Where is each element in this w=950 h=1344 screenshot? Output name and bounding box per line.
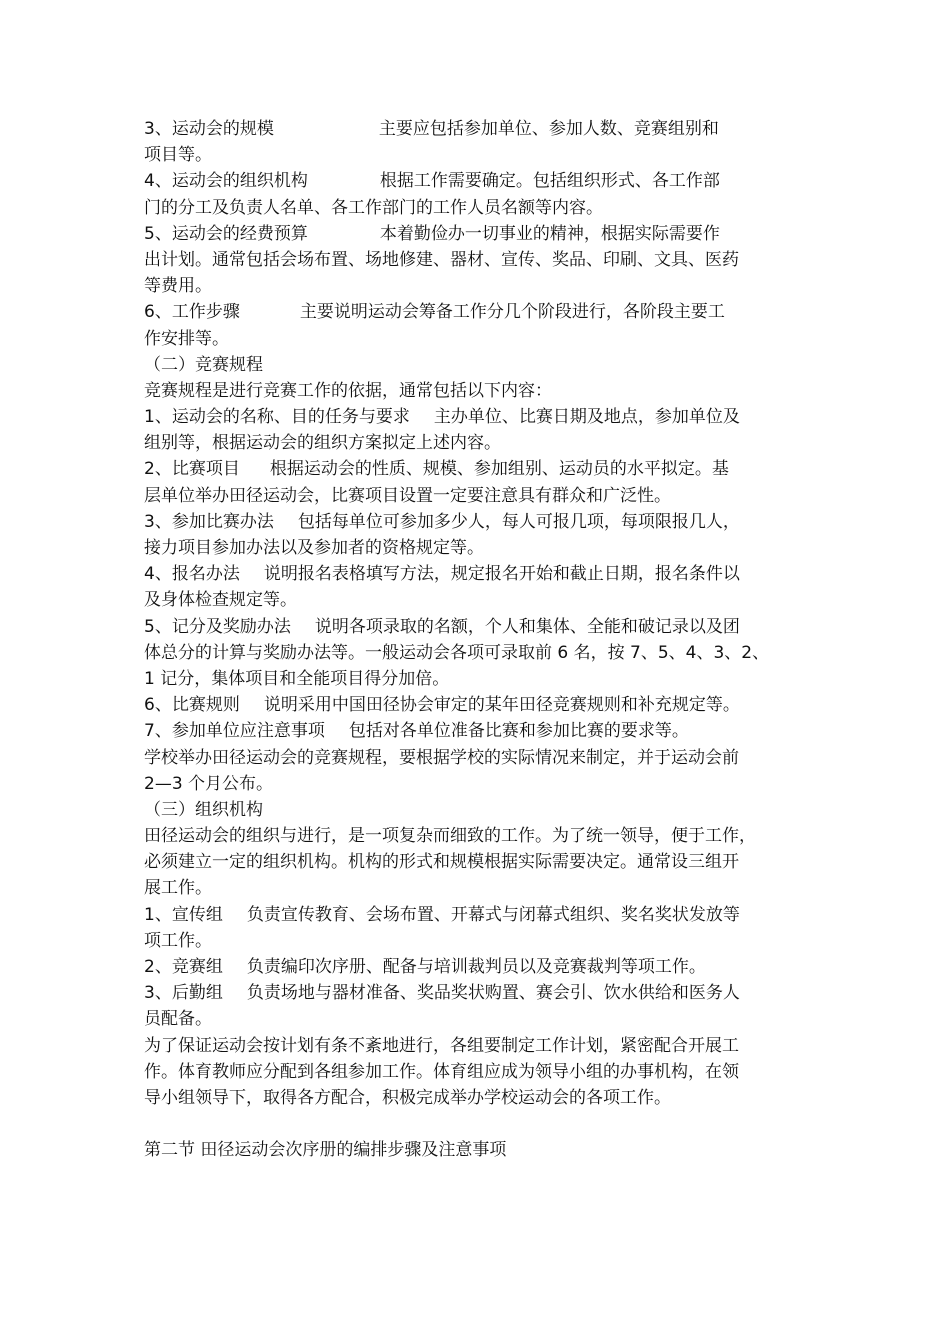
text-line — [144, 614, 812, 640]
line-text-continued: 说明采用中国田径协会审定的某年田径竞赛规则和补充规定等。 — [263, 695, 740, 716]
line-text: 3、运动会的规模 — [144, 119, 274, 139]
line-text: 出计划。通常包括会场布置、场地修建、器材、宣传、奖品、印刷、文具、医药 — [144, 249, 739, 270]
line-text: 学校举办田径运动会的竞赛规程，要根据学校的实际情况来制定，并于运动会前 — [144, 747, 739, 768]
line-text: 3、后勤组 — [144, 983, 223, 1004]
line-text-continued: 主要说明运动会筹备工作分几个阶段进行，各阶段主要工 — [299, 302, 725, 323]
line-text: 作安排等。 — [144, 328, 229, 349]
text-line — [144, 1085, 812, 1111]
text-line — [144, 849, 812, 875]
text-line — [144, 745, 812, 771]
line-text: 1 记分，集体项目和全能项目得分加倍。 — [144, 668, 450, 689]
line-text: 4、报名办法 — [144, 564, 240, 585]
line-text: 1、运动会的名称、目的任务与要求 — [144, 407, 410, 428]
line-text: 5、记分及奖励办法 — [144, 616, 291, 637]
text-line — [144, 797, 812, 823]
text-line — [144, 142, 812, 168]
text-line — [144, 168, 812, 194]
text-line — [144, 1006, 812, 1032]
line-text-continued: 说明各项录取的名额，个人和集体、全能和破记录以及团 — [314, 616, 740, 637]
line-text-continued: 根据工作需要确定。包括组织形式、各工作部 — [379, 171, 720, 192]
line-text: 6、比赛规则 — [144, 695, 240, 716]
line-text: 体总分的计算与奖励办法等。一般运动会各项可录取前 6 名，按 7、5、4、3、2、 — [144, 642, 770, 663]
text-line — [144, 195, 812, 221]
text-line — [144, 404, 812, 430]
line-text-continued: 说明报名表格填写方法，规定报名开始和截止日期，报名条件以 — [263, 564, 740, 585]
text-line — [144, 980, 812, 1006]
line-text: （三）组织机构 — [144, 799, 263, 820]
line-text: 组别等，根据运动会的组织方案拟定上述内容。 — [144, 433, 501, 454]
text-line — [144, 221, 812, 247]
text-line — [144, 247, 812, 273]
text-line — [144, 692, 812, 718]
text-line — [144, 326, 812, 352]
line-text: 及身体检查规定等。 — [144, 590, 297, 611]
text-line — [144, 875, 812, 901]
line-text-continued: 负责宣传教育、会场布置、开幕式与闭幕式组织、奖名奖状发放等 — [246, 904, 740, 925]
line-text: 接力项目参加办法以及参加者的资格规定等。 — [144, 538, 484, 558]
text-line — [144, 902, 812, 928]
line-text-continued: 主要应包括参加单位、参加人数、竞赛组别和 — [378, 119, 719, 139]
line-text: 7、参加单位应注意事项 — [144, 721, 325, 742]
line-text-continued: 根据运动会的性质、规模、参加组别、运动员的水平拟定。基 — [269, 459, 729, 480]
text-line — [144, 928, 812, 954]
line-text: 1、宣传组 — [144, 904, 223, 925]
line-text: 5、运动会的经费预算 — [144, 223, 308, 244]
text-line — [144, 509, 812, 535]
paragraph-gap — [144, 1111, 812, 1137]
line-text: 4、运动会的组织机构 — [144, 171, 308, 192]
text-line — [144, 430, 812, 456]
line-text-continued: 主办单位、比赛日期及地点，参加单位及 — [433, 407, 740, 428]
line-text: 田径运动会的组织与进行，是一项复杂而细致的工作。为了统一领导，便于工作， — [144, 826, 756, 847]
text-line — [144, 718, 812, 744]
line-text: 竞赛规程是进行竞赛工作的依据，通常包括以下内容： — [144, 380, 552, 401]
line-text: 导小组领导下，取得各方配合，积极完成举办学校运动会的各项工作。 — [144, 1087, 671, 1108]
text-line — [144, 587, 812, 613]
line-text: 展工作。 — [144, 878, 212, 899]
text-line — [144, 640, 812, 666]
text-line — [144, 456, 812, 482]
line-text: 2、竞赛组 — [144, 957, 223, 977]
text-line — [144, 1059, 812, 1085]
line-text: 6、工作步骤 — [144, 302, 240, 323]
text-line — [144, 352, 812, 378]
line-text: 2—3 个月公布。 — [144, 773, 274, 794]
text-line — [144, 378, 812, 404]
line-text-continued: 本着勤俭办一切事业的精神，根据实际需要作 — [379, 223, 720, 244]
line-text-continued: 包括对各单位准备比赛和参加比赛的要求等。 — [348, 721, 689, 742]
line-text: 为了保证运动会按计划有条不紊地进行，各组要制定工作计划，紧密配合开展工 — [144, 1035, 739, 1056]
line-text: 门的分工及负责人名单、各工作部门的工作人员名额等内容。 — [144, 197, 603, 218]
line-text: 层单位举办田径运动会，比赛项目设置一定要注意具有群众和广泛性。 — [144, 485, 671, 506]
section-heading: 第二节 田径运动会次序册的编排步骤及注意事项 — [144, 1140, 507, 1161]
line-text: （二）竞赛规程 — [144, 354, 263, 375]
text-line — [144, 666, 812, 692]
text-line — [144, 823, 812, 849]
line-text: 作。体育教师应分配到各组参加工作。体育组应成为领导小组的办事机构，在领 — [144, 1061, 739, 1082]
line-text: 3、参加比赛办法 — [144, 511, 274, 532]
line-text-continued: 包括每单位可参加多少人，每人可报几项，每项限报几人， — [297, 511, 740, 532]
text-line — [144, 273, 812, 299]
line-text: 项工作。 — [144, 930, 212, 951]
line-text: 等费用。 — [144, 276, 212, 297]
text-line — [144, 771, 812, 797]
line-text: 项目等。 — [144, 145, 212, 166]
text-line — [144, 116, 812, 142]
line-text: 2、比赛项目 — [144, 459, 240, 480]
line-text: 必须建立一定的组织机构。机构的形式和规模根据实际需要决定。通常设三组开 — [144, 852, 739, 873]
document-body — [144, 116, 812, 1163]
line-text-continued: 负责场地与器材准备、奖品奖状购置、赛会引、饮水供给和医务人 — [246, 983, 740, 1004]
text-line — [144, 1033, 812, 1059]
line-text-continued: 负责编印次序册、配备与培训裁判员以及竞赛裁判等项工作。 — [246, 957, 706, 977]
text-line — [144, 561, 812, 587]
text-line — [144, 954, 812, 980]
line-text: 员配备。 — [144, 1009, 212, 1030]
text-line — [144, 535, 812, 561]
text-line — [144, 299, 812, 325]
text-line — [144, 483, 812, 509]
